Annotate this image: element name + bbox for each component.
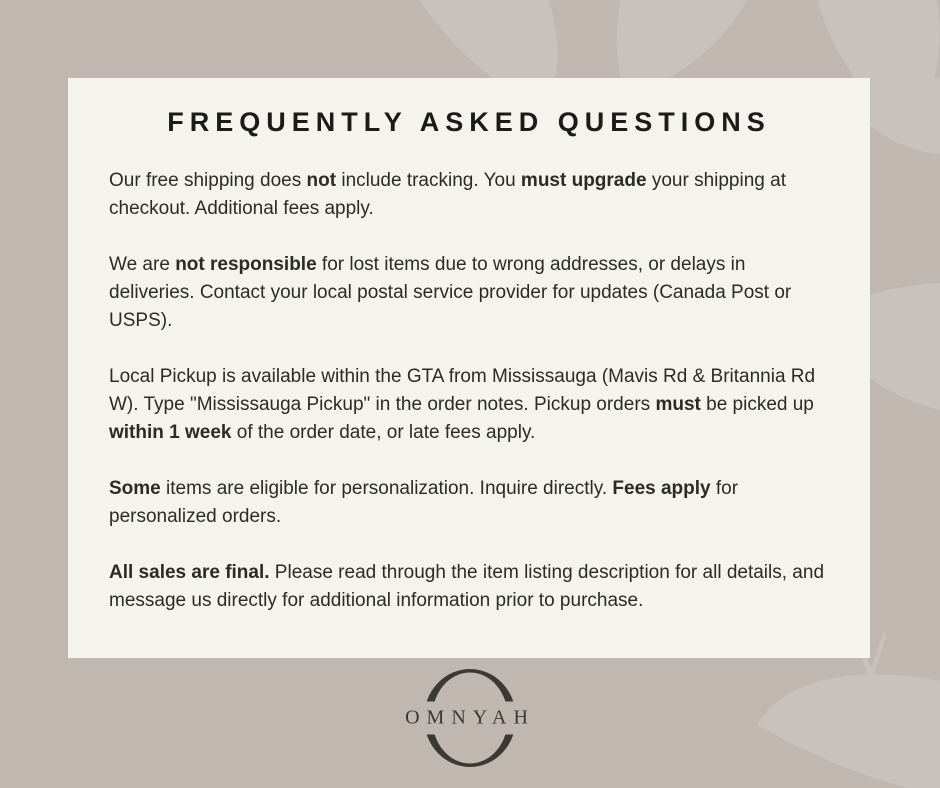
faq-paragraph: All sales are final. Please read through the item listing description for all details, and message us directly for additional information prior to purchase. — [109, 562, 825, 611]
brand-name: OMNYAH — [399, 702, 541, 735]
faq-paragraph: Some items are eligible for personalization. Inquire directly. Fees apply for personalized orders. — [109, 478, 739, 527]
brand-logo — [360, 666, 580, 778]
faq-paragraph: We are not responsible for lost items due to wrong addresses, or delays in deliveries. Contact your local postal service provider for updates (Canada Post or USPS). — [109, 254, 792, 331]
page-title: FREQUENTLY ASKED QUESTIONS — [167, 107, 771, 137]
faq-paragraph: Local Pickup is available within the GTA from Mississauga (Mavis Rd & Britannia Rd W). Type "Mississauga Pickup" in the order notes. Pickup orders must be picked up within 1 week of the order date, or late fees apply. — [109, 366, 816, 443]
faq-card — [68, 78, 870, 658]
faq-paragraphs — [109, 167, 829, 615]
faq-paragraph: Our free shipping does not include tracking. You must upgrade your shipping at checkout. Additional fees apply. — [109, 170, 786, 219]
